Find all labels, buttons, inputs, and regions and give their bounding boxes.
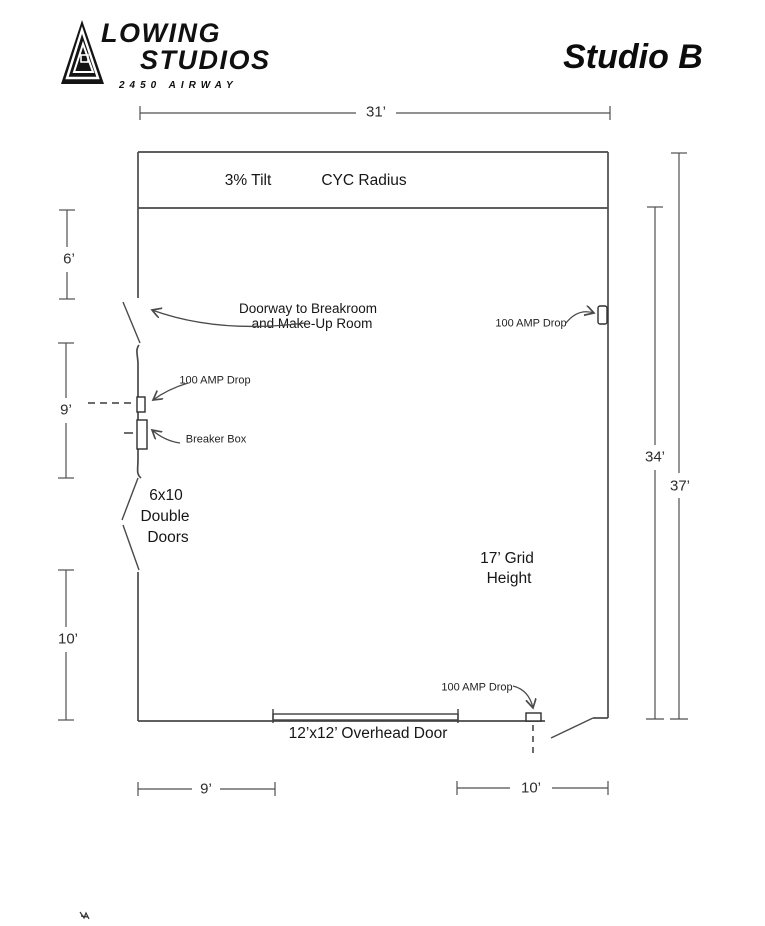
dimension-lines: [58, 106, 688, 796]
breaker-box: [137, 420, 147, 449]
doorway-arrow: [152, 310, 305, 326]
dim-right-outer: 37’: [667, 477, 693, 494]
amp-right-arrow: [566, 312, 594, 323]
dim-top-width: 31’: [363, 103, 389, 120]
cyc-radius-label: CYC Radius: [321, 172, 407, 190]
amp-drop-bottom-label: 100 AMP Drop: [441, 681, 513, 694]
amp-bottom-arrow: [513, 686, 533, 708]
page-title: Studio B: [563, 38, 703, 76]
annotation-arrows: [152, 310, 594, 708]
breaker-arrow: [152, 430, 180, 443]
overhead-door-label: 12’x12’ Overhead Door: [288, 725, 448, 743]
grid-height-line1: 17’ Grid: [480, 550, 534, 568]
doorway-note-line2: and Make-Up Room: [251, 316, 373, 332]
fixtures: [137, 306, 607, 721]
logo-text-lowing: LOWING: [101, 18, 221, 48]
dim-left-mid: 9’: [57, 401, 75, 418]
logo-text-studios: STUDIOS: [140, 45, 271, 75]
double-doors-line2: Double: [140, 508, 190, 526]
cyc-tilt-label: 3% Tilt: [224, 172, 272, 190]
double-doors-line3: Doors: [147, 529, 189, 547]
doorway-note-line1: Doorway to Breakroom: [238, 301, 378, 317]
dim-left-lower: 10’: [55, 630, 81, 647]
grid-height-line2: Height: [486, 570, 532, 588]
dim-bottom-right: 10’: [518, 779, 544, 796]
logo-address: 2450 AIRWAY: [119, 80, 238, 91]
stray-mark: [80, 912, 89, 919]
dim-left-upper: 6’: [60, 250, 78, 267]
dashed-lines: [88, 403, 533, 753]
breaker-box-label: Breaker Box: [185, 433, 247, 446]
door-leaf-lines: [122, 302, 593, 738]
amp-left-arrow: [153, 383, 188, 400]
dim-right-inner: 34’: [642, 448, 668, 465]
amp-drop-right-label: 100 AMP Drop: [495, 317, 567, 330]
amp-drop-right-box: [598, 306, 607, 324]
amp-drop-left-label: 100 AMP Drop: [179, 374, 251, 387]
room-walls: [137, 152, 608, 721]
amp-drop-bottom-box: [526, 713, 541, 721]
double-doors-line1: 6x10: [149, 487, 183, 505]
amp-drop-left-box: [137, 397, 145, 412]
dim-bottom-left: 9’: [197, 780, 215, 797]
